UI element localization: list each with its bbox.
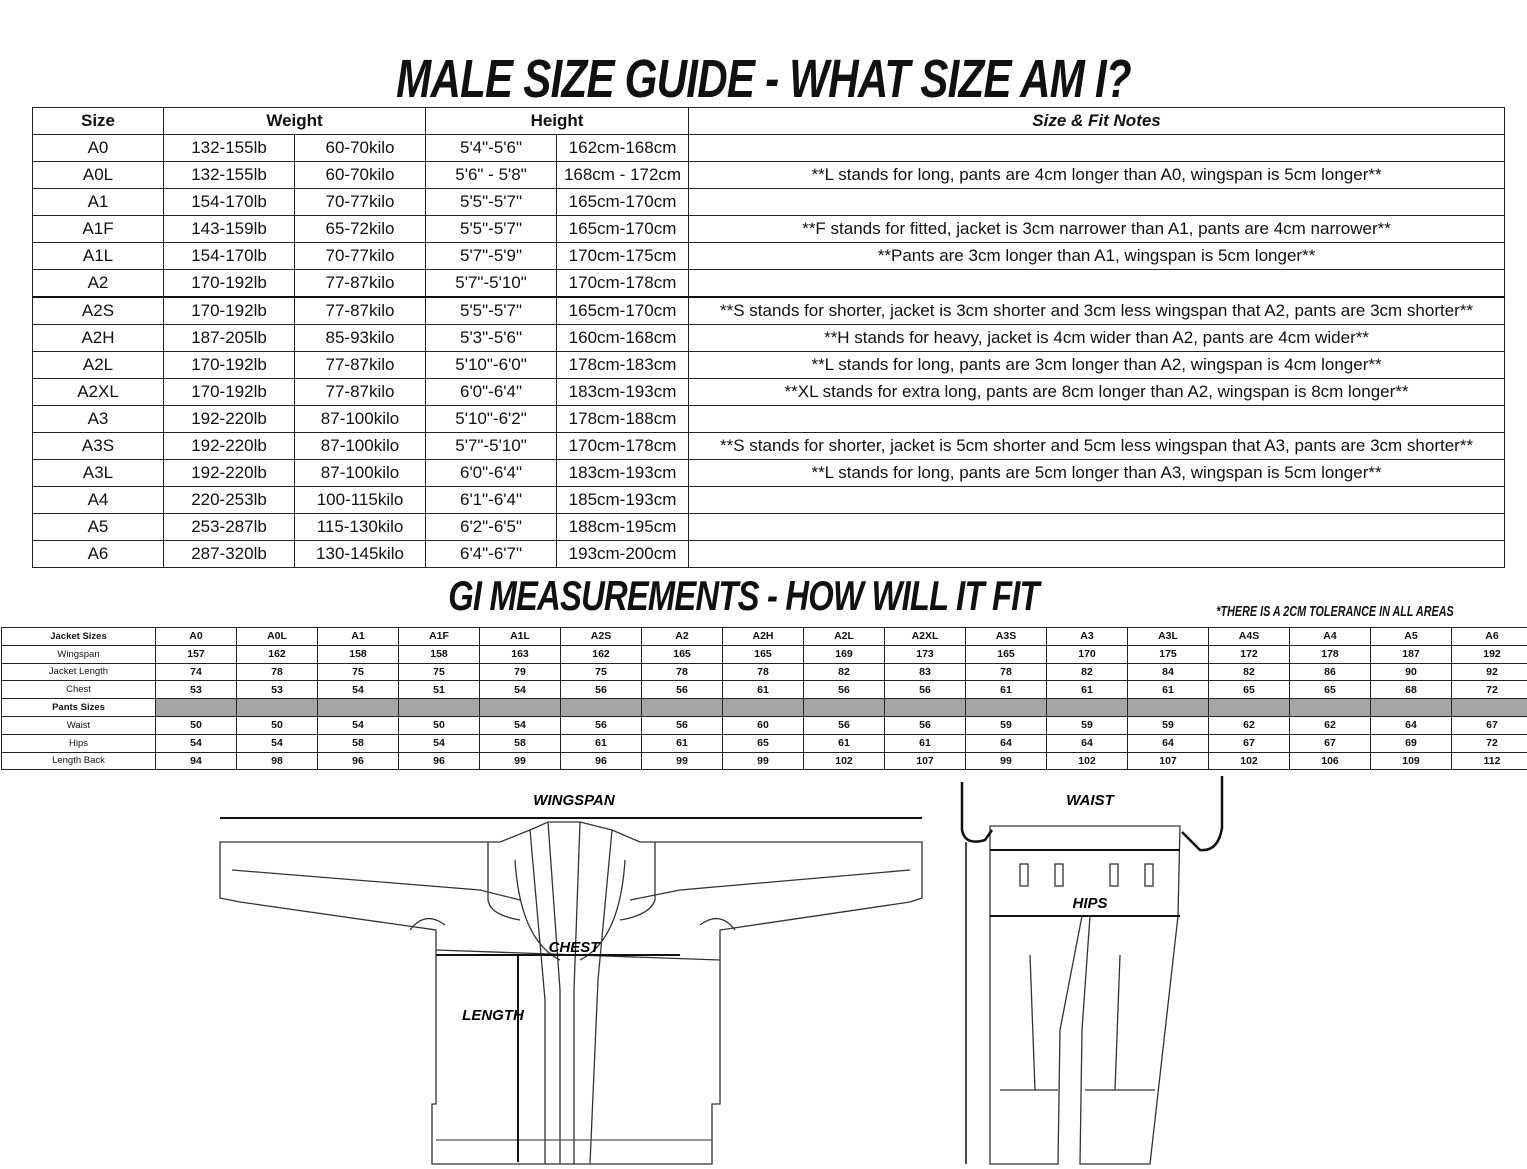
measure-value: 109 (1371, 752, 1452, 770)
gi-measurements-title: GI MEASUREMENTS - HOW WILL IT FIT (448, 572, 1039, 619)
size-cell: A2L (33, 352, 164, 379)
height-cm-cell: 178cm-188cm (557, 406, 689, 433)
height-ft-cell: 5'7"-5'10" (426, 433, 557, 460)
size-cell: A2H (33, 325, 164, 352)
notes-cell: **F stands for fitted, jacket is 3cm narrower than A1, pants are 4cm narrower** (689, 216, 1505, 243)
size-header-cell: A2H (723, 628, 804, 646)
measure-value: 53 (237, 681, 318, 699)
measure-value: 50 (237, 716, 318, 734)
weight-kg-cell: 130-145kilo (295, 541, 426, 568)
height-cm-cell: 183cm-193cm (557, 460, 689, 487)
size-cell: A2XL (33, 379, 164, 406)
measure-value: 59 (1047, 716, 1128, 734)
weight-lb-cell: 187-205lb (164, 325, 295, 352)
weight-kg-cell: 60-70kilo (295, 162, 426, 189)
notes-cell: **S stands for shorter, jacket is 5cm shorter and 5cm less wingspan that A3, pants are 3cm shorter** (689, 433, 1505, 460)
height-ft-cell: 5'10"-6'2" (426, 406, 557, 433)
measure-value: 173 (885, 645, 966, 663)
measure-value: 61 (966, 681, 1047, 699)
measure-value: 187 (1371, 645, 1452, 663)
height-cm-cell: 185cm-193cm (557, 487, 689, 514)
weight-lb-cell: 132-155lb (164, 135, 295, 162)
measure-value: 84 (1128, 663, 1209, 681)
weight-header: Weight (164, 108, 426, 135)
measure-value: 170 (1047, 645, 1128, 663)
weight-kg-cell: 77-87kilo (295, 297, 426, 325)
measure-value: 60 (723, 716, 804, 734)
size-header-cell: A3L (1128, 628, 1209, 646)
measure-value: 83 (885, 663, 966, 681)
measure-value: 98 (237, 752, 318, 770)
measure-value: 72 (1452, 734, 1527, 752)
measure-value: 78 (237, 663, 318, 681)
height-cm-cell: 165cm-170cm (557, 189, 689, 216)
measure-value: 172 (1209, 645, 1290, 663)
measure-value: 67 (1452, 716, 1527, 734)
main-title: MALE SIZE GUIDE - WHAT SIZE AM I? (396, 49, 1131, 109)
weight-lb-cell: 192-220lb (164, 433, 295, 460)
notes-cell: **S stands for shorter, jacket is 3cm shorter and 3cm less wingspan that A2, pants are 3cm shorter** (689, 297, 1505, 325)
size-cell: A3 (33, 406, 164, 433)
measure-value: 62 (1290, 716, 1371, 734)
measure-value: 86 (1290, 663, 1371, 681)
height-cm-cell: 162cm-168cm (557, 135, 689, 162)
measure-value: 56 (804, 681, 885, 699)
weight-kg-cell: 85-93kilo (295, 325, 426, 352)
size-header-cell: A0L (237, 628, 318, 646)
measure-value: 56 (804, 716, 885, 734)
notes-cell: **L stands for long, pants are 4cm longer than A0, wingspan is 5cm longer** (689, 162, 1505, 189)
height-ft-cell: 6'1"-6'4" (426, 487, 557, 514)
notes-cell: **Pants are 3cm longer than A1, wingspan is 5cm longer** (689, 243, 1505, 270)
measure-value: 59 (1128, 716, 1209, 734)
measure-value: 163 (480, 645, 561, 663)
size-header-cell: A5 (1371, 628, 1452, 646)
measure-value: 67 (1290, 734, 1371, 752)
weight-kg-cell: 77-87kilo (295, 379, 426, 406)
size-cell: A1 (33, 189, 164, 216)
hips-label: HIPS (1072, 895, 1108, 912)
size-cell: A4 (33, 487, 164, 514)
size-cell: A0L (33, 162, 164, 189)
measure-value: 158 (399, 645, 480, 663)
measure-value: 96 (318, 752, 399, 770)
measure-value: 99 (642, 752, 723, 770)
measure-label: Length Back (2, 752, 156, 770)
measure-value: 54 (399, 734, 480, 752)
measure-value: 78 (966, 663, 1047, 681)
measure-value: 99 (723, 752, 804, 770)
length-label: LENGTH (462, 1007, 524, 1024)
weight-lb-cell: 132-155lb (164, 162, 295, 189)
weight-kg-cell: 87-100kilo (295, 406, 426, 433)
notes-header: Size & Fit Notes (689, 108, 1505, 135)
measure-value: 79 (480, 663, 561, 681)
height-cm-cell: 160cm-168cm (557, 325, 689, 352)
measure-value: 169 (804, 645, 885, 663)
weight-lb-cell: 170-192lb (164, 352, 295, 379)
measure-value: 65 (1209, 681, 1290, 699)
measure-value: 72 (1452, 681, 1527, 699)
size-header-cell: A2XL (885, 628, 966, 646)
measure-label: Wingspan (2, 645, 156, 663)
drawstring-right (1182, 776, 1222, 850)
size-cell: A5 (33, 514, 164, 541)
weight-lb-cell: 170-192lb (164, 297, 295, 325)
measure-value: 51 (399, 681, 480, 699)
measure-value: 58 (480, 734, 561, 752)
weight-kg-cell: 65-72kilo (295, 216, 426, 243)
height-cm-cell: 170cm-178cm (557, 433, 689, 460)
height-ft-cell: 5'4"-5'6" (426, 135, 557, 162)
measure-value: 54 (237, 734, 318, 752)
measure-value: 56 (885, 681, 966, 699)
measure-value: 78 (723, 663, 804, 681)
measure-value: 50 (399, 716, 480, 734)
measure-value: 54 (480, 681, 561, 699)
size-cell: A2S (33, 297, 164, 325)
size-header-cell: A4 (1290, 628, 1371, 646)
measure-value: 92 (1452, 663, 1527, 681)
notes-cell: **H stands for heavy, jacket is 4cm wider than A2, pants are 4cm wider** (689, 325, 1505, 352)
measure-value: 56 (642, 716, 723, 734)
measure-value: 178 (1290, 645, 1371, 663)
height-cm-cell: 178cm-183cm (557, 352, 689, 379)
size-header-cell: A2L (804, 628, 885, 646)
height-ft-cell: 5'10"-6'0" (426, 352, 557, 379)
measure-value: 192 (1452, 645, 1527, 663)
measure-value: 61 (1047, 681, 1128, 699)
measure-value: 162 (561, 645, 642, 663)
measure-value: 102 (1209, 752, 1290, 770)
measure-value: 53 (156, 681, 237, 699)
height-ft-cell: 6'0"-6'4" (426, 379, 557, 406)
measure-value: 162 (237, 645, 318, 663)
weight-kg-cell: 70-77kilo (295, 189, 426, 216)
height-ft-cell: 5'5"-5'7" (426, 216, 557, 243)
measure-value: 56 (561, 716, 642, 734)
measure-value: 82 (804, 663, 885, 681)
measure-value: 96 (399, 752, 480, 770)
measure-value: 56 (561, 681, 642, 699)
measure-value: 165 (642, 645, 723, 663)
measure-value: 67 (1209, 734, 1290, 752)
notes-cell: **XL stands for extra long, pants are 8cm longer than A2, wingspan is 8cm longer** (689, 379, 1505, 406)
weight-kg-cell: 115-130kilo (295, 514, 426, 541)
measure-value: 65 (1290, 681, 1371, 699)
height-ft-cell: 6'2"-6'5" (426, 514, 557, 541)
chest-label: CHEST (548, 939, 600, 956)
size-header-cell: A1L (480, 628, 561, 646)
measure-value: 102 (804, 752, 885, 770)
measure-value: 75 (399, 663, 480, 681)
weight-kg-cell: 70-77kilo (295, 243, 426, 270)
weight-lb-cell: 220-253lb (164, 487, 295, 514)
height-cm-cell: 188cm-195cm (557, 514, 689, 541)
height-ft-cell: 5'3"-5'6" (426, 325, 557, 352)
size-header-cell: A3 (1047, 628, 1128, 646)
measure-value: 165 (723, 645, 804, 663)
height-ft-cell: 6'0"-6'4" (426, 460, 557, 487)
size-header-cell: A2 (642, 628, 723, 646)
weight-lb-cell: 154-170lb (164, 243, 295, 270)
measure-value: 56 (885, 716, 966, 734)
size-header-cell: A1 (318, 628, 399, 646)
size-cell: A3L (33, 460, 164, 487)
height-ft-cell: 5'7"-5'9" (426, 243, 557, 270)
jacket-illustration (220, 818, 922, 1164)
measure-value: 54 (318, 716, 399, 734)
measure-value: 69 (1371, 734, 1452, 752)
measure-value: 58 (318, 734, 399, 752)
weight-kg-cell: 77-87kilo (295, 352, 426, 379)
height-header: Height (426, 108, 689, 135)
size-cell: A6 (33, 541, 164, 568)
weight-lb-cell: 253-287lb (164, 514, 295, 541)
weight-kg-cell: 87-100kilo (295, 433, 426, 460)
size-header-cell: A3S (966, 628, 1047, 646)
measure-value: 64 (1371, 716, 1452, 734)
measure-value: 64 (1047, 734, 1128, 752)
measure-value: 78 (642, 663, 723, 681)
measure-value: 82 (1209, 663, 1290, 681)
measure-value: 94 (156, 752, 237, 770)
weight-lb-cell: 154-170lb (164, 189, 295, 216)
measure-label: Chest (2, 681, 156, 699)
pants-illustration (990, 826, 1180, 1164)
measure-value: 61 (642, 734, 723, 752)
size-cell: A1F (33, 216, 164, 243)
measure-value: 90 (1371, 663, 1452, 681)
size-header-cell: A2S (561, 628, 642, 646)
height-ft-cell: 6'4"-6'7" (426, 541, 557, 568)
size-header-cell: A6 (1452, 628, 1527, 646)
pants-sizes-label: Pants Sizes (2, 699, 156, 717)
height-cm-cell: 183cm-193cm (557, 379, 689, 406)
height-cm-cell: 165cm-170cm (557, 297, 689, 325)
wingspan-label: WINGSPAN (533, 792, 615, 809)
measure-value: 74 (156, 663, 237, 681)
measure-value: 56 (642, 681, 723, 699)
weight-lb-cell: 287-320lb (164, 541, 295, 568)
measure-label: Hips (2, 734, 156, 752)
measure-value: 158 (318, 645, 399, 663)
measure-value: 165 (966, 645, 1047, 663)
measure-value: 64 (1128, 734, 1209, 752)
notes-cell: **L stands for long, pants are 3cm longer than A2, wingspan is 4cm longer** (689, 352, 1505, 379)
height-ft-cell: 5'7"-5'10" (426, 270, 557, 298)
weight-lb-cell: 170-192lb (164, 379, 295, 406)
measure-value: 102 (1047, 752, 1128, 770)
height-cm-cell: 170cm-175cm (557, 243, 689, 270)
height-ft-cell: 5'5"-5'7" (426, 189, 557, 216)
jacket-sizes-label: Jacket Sizes (2, 628, 156, 646)
size-cell: A3S (33, 433, 164, 460)
size-header-cell: A4S (1209, 628, 1290, 646)
size-cell: A2 (33, 270, 164, 298)
measure-value: 112 (1452, 752, 1527, 770)
measure-value: 175 (1128, 645, 1209, 663)
size-cell: A0 (33, 135, 164, 162)
measure-value: 61 (1128, 681, 1209, 699)
measure-value: 61 (885, 734, 966, 752)
weight-kg-cell: 87-100kilo (295, 460, 426, 487)
drawstring-left (962, 782, 992, 842)
measure-value: 59 (966, 716, 1047, 734)
measure-label: Jacket Length (2, 663, 156, 681)
measure-value: 75 (561, 663, 642, 681)
height-cm-cell: 165cm-170cm (557, 216, 689, 243)
waist-label: WAIST (1066, 792, 1114, 809)
measure-value: 54 (156, 734, 237, 752)
weight-kg-cell: 100-115kilo (295, 487, 426, 514)
measure-value: 107 (885, 752, 966, 770)
size-header-cell: A0 (156, 628, 237, 646)
measure-value: 65 (723, 734, 804, 752)
weight-kg-cell: 60-70kilo (295, 135, 426, 162)
measure-value: 157 (156, 645, 237, 663)
weight-lb-cell: 192-220lb (164, 460, 295, 487)
measure-value: 50 (156, 716, 237, 734)
measure-value: 68 (1371, 681, 1452, 699)
measure-value: 61 (561, 734, 642, 752)
height-ft-cell: 5'6" - 5'8" (426, 162, 557, 189)
measure-value: 64 (966, 734, 1047, 752)
size-cell: A1L (33, 243, 164, 270)
height-cm-cell: 170cm-178cm (557, 270, 689, 298)
measure-value: 61 (723, 681, 804, 699)
height-cm-cell: 168cm - 172cm (557, 162, 689, 189)
size-header-cell: A1F (399, 628, 480, 646)
weight-lb-cell: 170-192lb (164, 270, 295, 298)
measure-value: 82 (1047, 663, 1128, 681)
height-ft-cell: 5'5"-5'7" (426, 297, 557, 325)
measure-value: 62 (1209, 716, 1290, 734)
measure-value: 106 (1290, 752, 1371, 770)
measure-value: 99 (480, 752, 561, 770)
measure-value: 54 (318, 681, 399, 699)
weight-lb-cell: 192-220lb (164, 406, 295, 433)
weight-lb-cell: 143-159lb (164, 216, 295, 243)
tolerance-note: *THERE IS A 2CM TOLERANCE IN ALL AREAS (1216, 603, 1454, 620)
measure-value: 61 (804, 734, 885, 752)
measure-value: 99 (966, 752, 1047, 770)
measure-value: 54 (480, 716, 561, 734)
measure-value: 75 (318, 663, 399, 681)
notes-cell: **L stands for long, pants are 5cm longer than A3, wingspan is 5cm longer** (689, 460, 1505, 487)
size-header: Size (33, 108, 164, 135)
measure-value: 107 (1128, 752, 1209, 770)
weight-kg-cell: 77-87kilo (295, 270, 426, 298)
height-cm-cell: 193cm-200cm (557, 541, 689, 568)
measure-label: Waist (2, 716, 156, 734)
measure-value: 96 (561, 752, 642, 770)
